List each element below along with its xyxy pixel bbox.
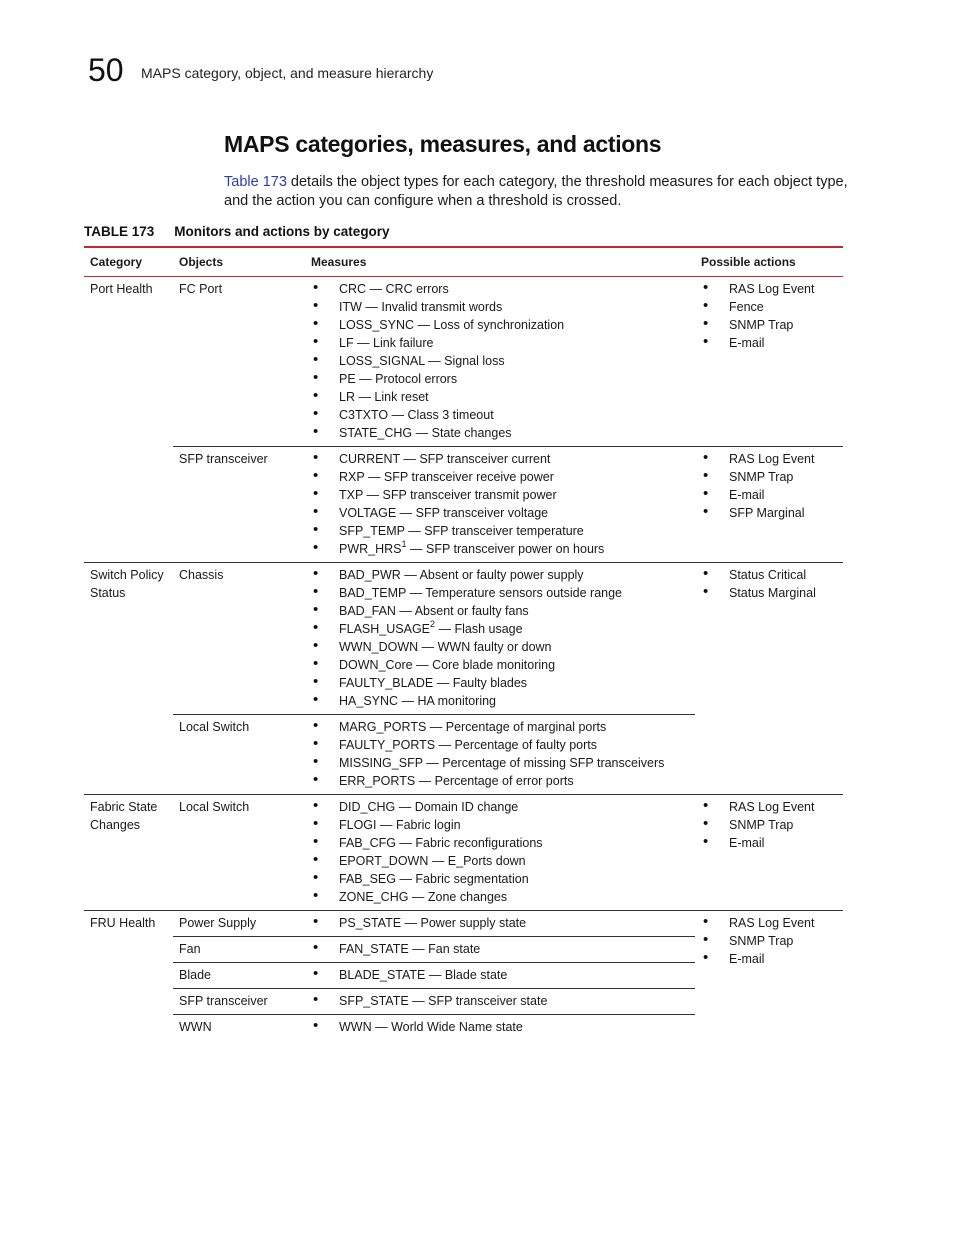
measures-list <box>311 798 689 906</box>
measures-cell <box>305 795 695 911</box>
actions-list <box>701 280 837 352</box>
measure-item: • PS_STATE — Power supply state <box>311 914 689 932</box>
measure-item: • MARG_PORTS — Percentage of marginal ports <box>311 718 689 736</box>
action-item: • E-mail <box>701 950 837 968</box>
measure-item: • FAULTY_PORTS — Percentage of faulty ports <box>311 736 689 754</box>
actions-list <box>701 566 837 602</box>
chapter-title: MAPS category, object, and measure hierarchy <box>141 65 434 81</box>
measure-item: • C3TXTO — Class 3 timeout <box>311 406 689 424</box>
measures-list <box>311 992 689 1010</box>
measures-list <box>311 566 689 710</box>
action-item: • Status Critical <box>701 566 837 584</box>
measure-item: • RXP — SFP transceiver receive power <box>311 468 689 486</box>
action-item: • SFP Marginal <box>701 504 837 522</box>
measure-item: • BAD_PWR — Absent or faulty power supply <box>311 566 689 584</box>
object-cell: FC Port <box>179 282 223 296</box>
action-item: • E-mail <box>701 486 837 504</box>
measures-cell <box>305 277 695 447</box>
measure-item <box>311 620 689 638</box>
table-row <box>84 447 843 563</box>
measures-list <box>311 280 689 442</box>
measures-cell <box>305 963 695 989</box>
measure-item: • LF — Link failure <box>311 334 689 352</box>
actions-list <box>701 914 837 968</box>
table-header-row <box>84 247 843 277</box>
measure-item: • LOSS_SYNC — Loss of synchronization <box>311 316 689 334</box>
monitors-actions-table <box>84 246 843 1040</box>
object-cell: Fan <box>173 937 305 963</box>
table-row <box>84 563 843 715</box>
action-item: • E-mail <box>701 834 837 852</box>
category-cell: Fabric State Changes <box>84 795 173 911</box>
table-row <box>84 795 843 911</box>
measure-item: • WWN — World Wide Name state <box>311 1018 689 1036</box>
measure-item: • LR — Link reset <box>311 388 689 406</box>
measure-item: • MISSING_SFP — Percentage of missing SFP transceivers <box>311 754 689 772</box>
measure-item: • FAB_SEG — Fabric segmentation <box>311 870 689 888</box>
measures-list <box>311 966 689 984</box>
measure-item: • ZONE_CHG — Zone changes <box>311 888 689 906</box>
actions-cell <box>695 277 843 447</box>
chapter-number: 50 <box>88 52 124 88</box>
measure-item: • FAB_CFG — Fabric reconfigurations <box>311 834 689 852</box>
object-cell: Chassis <box>173 563 305 715</box>
measures-cell <box>305 1015 695 1041</box>
actions-cell <box>695 911 843 1041</box>
measure-item: • BLADE_STATE — Blade state <box>311 966 689 984</box>
measures-cell <box>305 715 695 795</box>
measure-item: • BAD_TEMP — Temperature sensors outside range <box>311 584 689 602</box>
object-cell: SFP transceiver <box>173 447 305 563</box>
action-item: • RAS Log Event <box>701 280 837 298</box>
table-label: TABLE 173 <box>84 224 155 239</box>
measure-item: • TXP — SFP transceiver transmit power <box>311 486 689 504</box>
measure-item: • SFP_STATE — SFP transceiver state <box>311 992 689 1010</box>
measure-item: • PE — Protocol errors <box>311 370 689 388</box>
measure-item: • CURRENT — SFP transceiver current <box>311 450 689 468</box>
actions-list <box>701 798 837 852</box>
column-header-measures: Measures <box>305 247 695 277</box>
measures-list <box>311 914 689 932</box>
table-caption <box>84 224 390 239</box>
object-cell: Local Switch <box>173 795 305 911</box>
object-cell: Power Supply <box>173 911 305 937</box>
category-cell: Switch Policy Status <box>84 563 173 795</box>
object-cell: Blade <box>173 963 305 989</box>
table-row <box>84 277 843 447</box>
column-header-objects: Objects <box>173 247 305 277</box>
measure-item: • FAN_STATE — Fan state <box>311 940 689 958</box>
measure-item: • BAD_FAN — Absent or faulty fans <box>311 602 689 620</box>
measures-cell <box>305 937 695 963</box>
object-cell: SFP transceiver <box>173 989 305 1015</box>
object-cell: Local Switch <box>173 715 305 795</box>
action-item: • SNMP Trap <box>701 468 837 486</box>
measure-item: • SFP_TEMP — SFP transceiver temperature <box>311 522 689 540</box>
measure-item: • ERR_PORTS — Percentage of error ports <box>311 772 689 790</box>
measures-cell <box>305 911 695 937</box>
measure-item: • EPORT_DOWN — E_Ports down <box>311 852 689 870</box>
measures-list <box>311 940 689 958</box>
measures-list <box>311 450 689 558</box>
column-header-actions: Possible actions <box>695 247 843 277</box>
action-item: • RAS Log Event <box>701 798 837 816</box>
table-reference-link[interactable]: Table 173 <box>224 174 287 190</box>
measure-item: • STATE_CHG — State changes <box>311 424 689 442</box>
footnote-marker[interactable]: 2 <box>430 619 436 629</box>
action-item: • RAS Log Event <box>701 450 837 468</box>
intro-text: details the object types for each category, the threshold measures for each object type, and the action you can configure when a threshold is crossed. <box>224 174 848 209</box>
category-cell: Port Health <box>90 282 153 296</box>
measures-list <box>311 718 689 790</box>
measure-item: • ITW — Invalid transmit words <box>311 298 689 316</box>
measure-description: — Flash usage <box>435 622 523 636</box>
footnote-marker[interactable]: 1 <box>401 539 407 549</box>
actions-cell <box>695 563 843 795</box>
table-row <box>84 911 843 937</box>
measure-code: FLASH_USAGE <box>339 622 431 636</box>
actions-cell <box>695 447 843 563</box>
measure-item: • VOLTAGE — SFP transceiver voltage <box>311 504 689 522</box>
measures-cell <box>305 989 695 1015</box>
action-item: • Fence <box>701 298 837 316</box>
actions-cell <box>695 795 843 911</box>
actions-list <box>701 450 837 522</box>
measure-item <box>311 540 689 558</box>
action-item: • Status Marginal <box>701 584 837 602</box>
action-item: • SNMP Trap <box>701 816 837 834</box>
measure-item: • WWN_DOWN — WWN faulty or down <box>311 638 689 656</box>
action-item: • SNMP Trap <box>701 316 837 334</box>
action-item: • RAS Log Event <box>701 914 837 932</box>
measures-cell <box>305 563 695 715</box>
table-name: Monitors and actions by category <box>174 224 390 239</box>
measure-item: • CRC — CRC errors <box>311 280 689 298</box>
measures-list <box>311 1018 689 1036</box>
object-cell: WWN <box>173 1015 305 1041</box>
intro-paragraph <box>224 173 874 211</box>
action-item: • SNMP Trap <box>701 932 837 950</box>
measure-item: • HA_SYNC — HA monitoring <box>311 692 689 710</box>
measure-code: PWR_HRS <box>339 542 402 556</box>
measures-cell <box>305 447 695 563</box>
measure-item: • DOWN_Core — Core blade monitoring <box>311 656 689 674</box>
column-header-category: Category <box>84 247 173 277</box>
measure-item: • FAULTY_BLADE — Faulty blades <box>311 674 689 692</box>
measure-item: • DID_CHG — Domain ID change <box>311 798 689 816</box>
measure-item: • LOSS_SIGNAL — Signal loss <box>311 352 689 370</box>
action-item: • E-mail <box>701 334 837 352</box>
measure-item: • FLOGI — Fabric login <box>311 816 689 834</box>
section-title: MAPS categories, measures, and actions <box>224 131 662 157</box>
measure-description: — SFP transceiver power on hours <box>406 542 605 556</box>
category-cell: FRU Health <box>84 911 173 1041</box>
